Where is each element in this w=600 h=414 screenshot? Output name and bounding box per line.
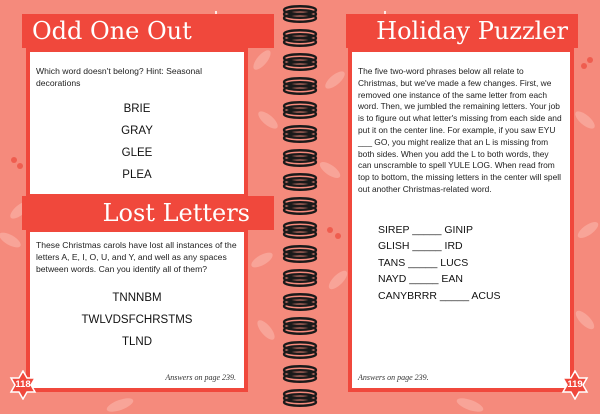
odd-one-out-word: BRIE	[123, 102, 151, 115]
odd-one-out-word: PLEA	[122, 168, 152, 181]
puzzle-line: CANYBRRR _____ ACUS	[378, 289, 501, 302]
holiday-puzzler-title: Holiday Puzzler	[346, 14, 578, 48]
odd-one-out-panel	[26, 48, 248, 198]
page-number-text: 118	[15, 379, 31, 390]
odd-one-out-title: Odd One Out	[22, 14, 274, 48]
holiday-puzzler-prompt: The five two-word phrases below all relate to Christmas, but we've made a few changes. First, we removed one instance of the same letter from each word. Then, we jumbled the remaining letters. Your job is to figure out what letter's missing from each side and put it on the center line. For example, if you saw EYU ___ GO, you might realize that an L is missing from both sides. When you add the L to both words, they can unscramble to spell YULE LOG. When read from top to bottom, the missing letters in the center will spell out another Christmas-related word.	[358, 66, 562, 194]
lost-letters-word-list	[30, 287, 244, 353]
lost-letters-word: TLND	[121, 336, 153, 349]
odd-one-out-word: GRAY	[121, 124, 153, 137]
holiday-puzzler-panel	[348, 48, 574, 392]
puzzle-line: GLISH _____ IRD	[378, 240, 463, 253]
lost-letters-word: TNNNBM	[112, 292, 162, 305]
lost-letters-panel	[26, 228, 248, 392]
spiral-binding-icon	[280, 0, 320, 414]
puzzle-line: SIREP _____ GINIP	[378, 223, 473, 236]
page-number-right	[560, 370, 590, 400]
answers-note: Answers on page 239.	[165, 373, 236, 382]
page-number-left	[8, 370, 38, 400]
odd-one-out-word: GLEE	[121, 146, 153, 159]
lost-letters-prompt: These Christmas carols have lost all instances of the letters A, E, I, O, U, and Y, and well as any spaces between words. Can you identify all of them?	[36, 240, 237, 274]
page-number-text: 119	[567, 379, 583, 390]
lost-letters-title: Lost Letters	[22, 196, 274, 230]
puzzle-line: NAYD _____ EAN	[378, 273, 464, 286]
odd-one-out-word-list	[30, 98, 244, 186]
odd-one-out-prompt: Which word doesn't belong? Hint: Seasonal decorations	[36, 66, 202, 88]
lost-letters-word: TWLVDSFCHRSTMS	[81, 314, 193, 327]
puzzle-line: TANS _____ LUCS	[378, 256, 469, 269]
answers-note: Answers on page 239.	[358, 373, 429, 382]
holiday-puzzler-list	[352, 222, 570, 305]
